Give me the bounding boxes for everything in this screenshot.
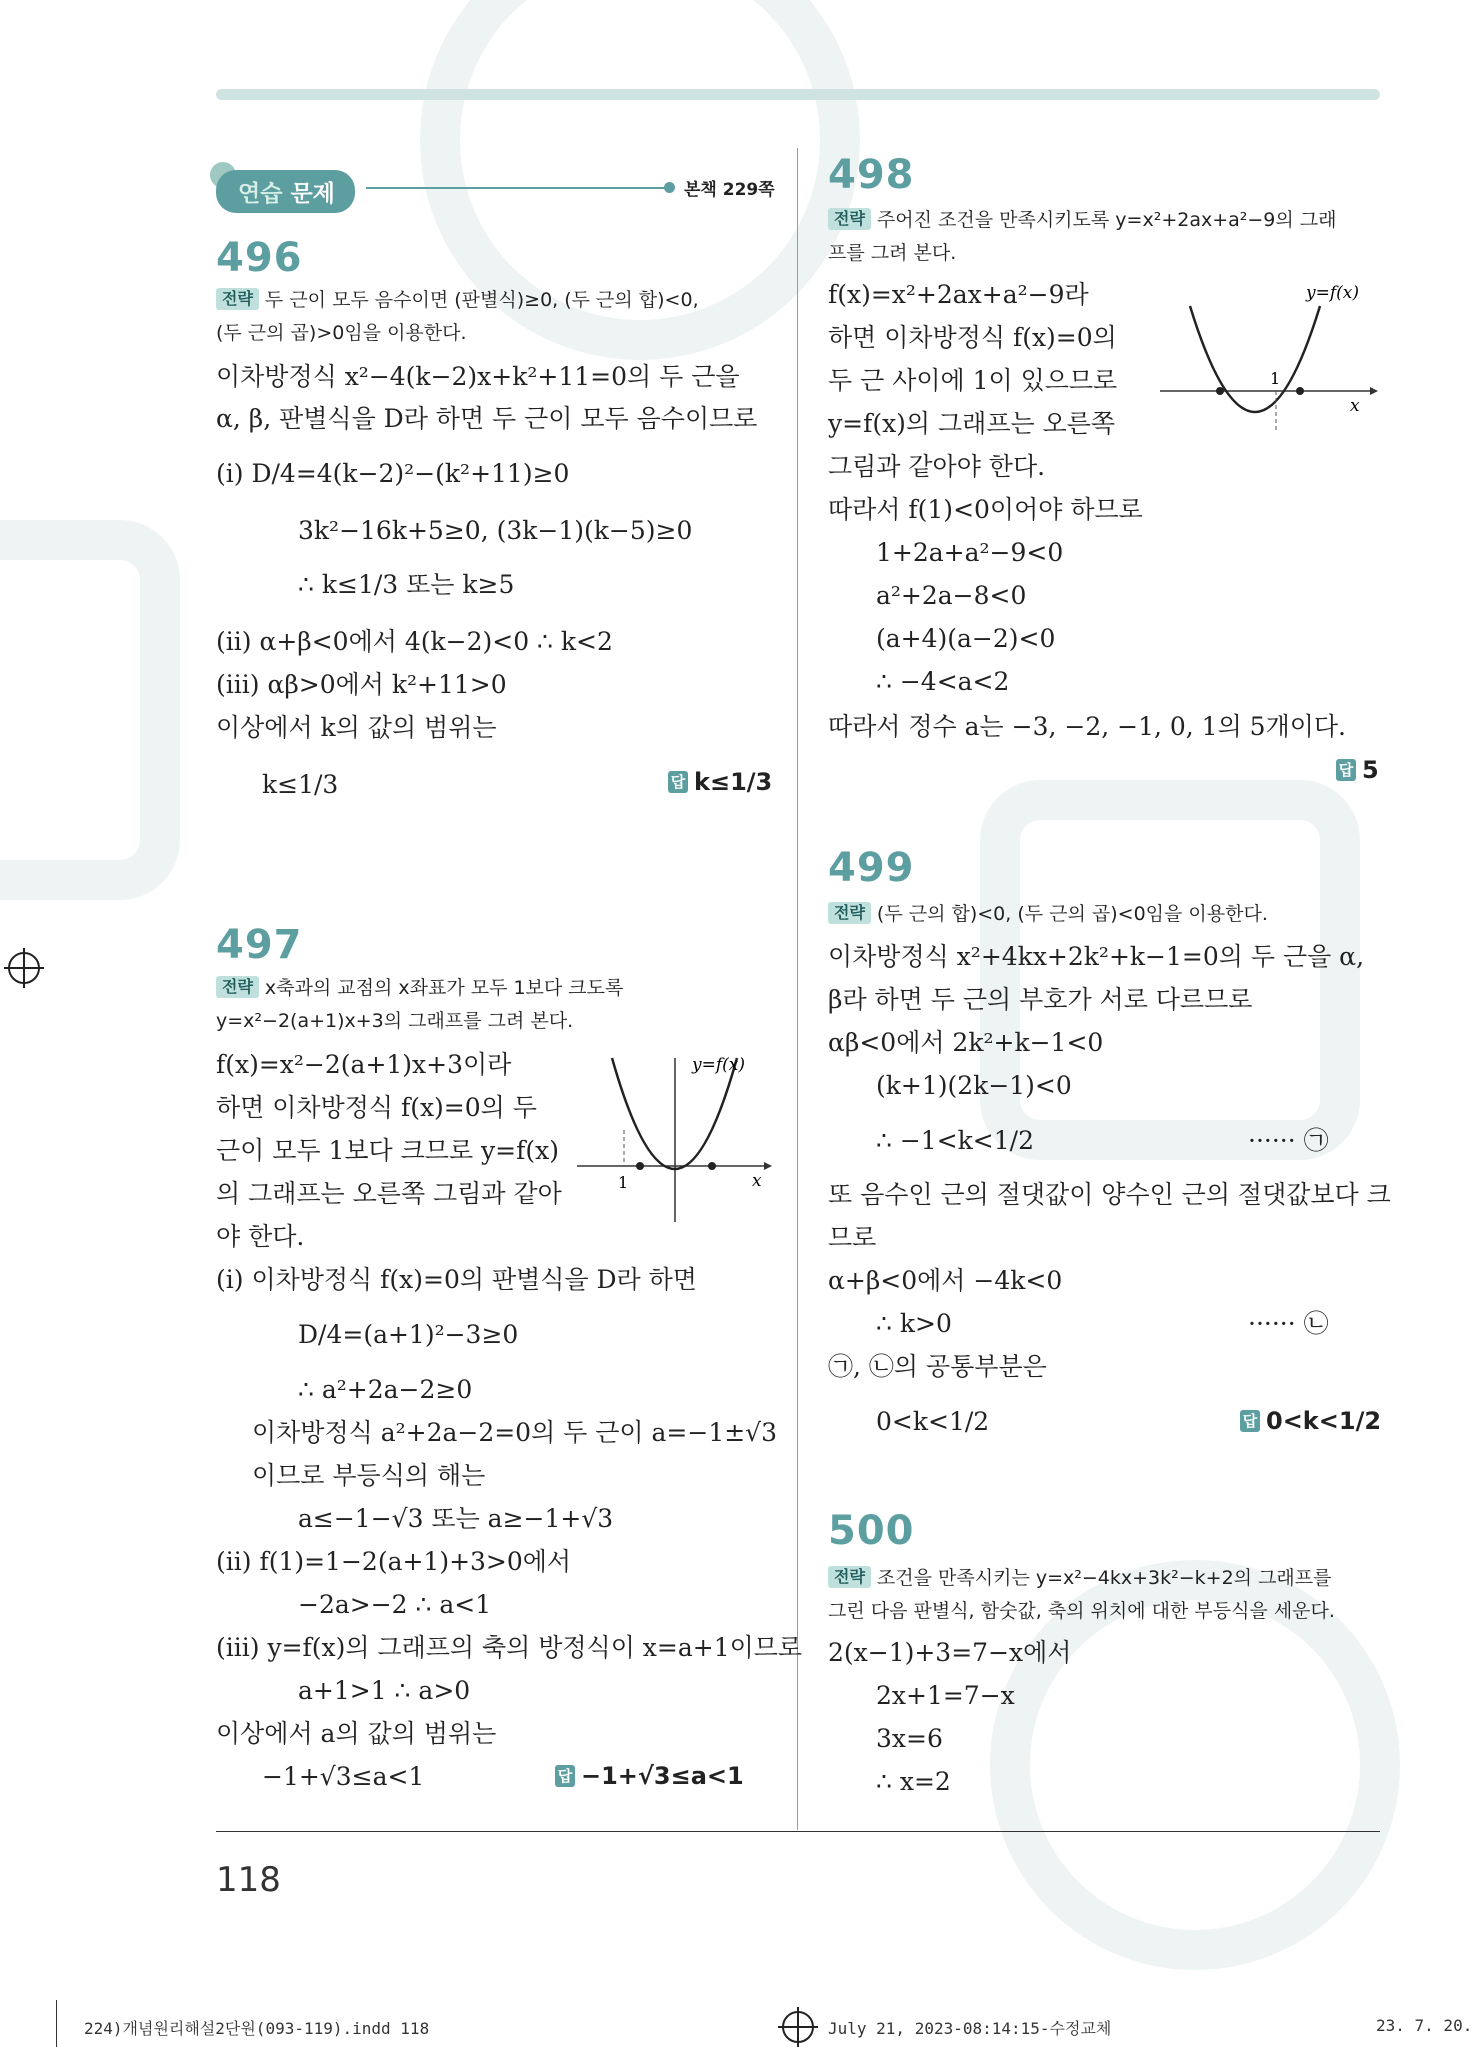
line-497-2: 하면 이차방정식 f(x)=0의 두 (216, 1093, 537, 1122)
problem-number-496: 496 (216, 235, 303, 281)
line-496-7: (iii) αβ>0에서 k²+11>0 (216, 670, 507, 699)
answer-badge: 답 (555, 1765, 575, 1787)
line-499-7: 므로 (828, 1223, 877, 1252)
line-499-4: (k+1)(2k−1)<0 (876, 1071, 1072, 1100)
graph-func-label: y=f(x) (692, 1055, 745, 1075)
problem-number-498: 498 (828, 152, 915, 198)
registration-mark-icon (8, 952, 40, 984)
top-decorative-bar (216, 89, 1380, 100)
line-498-4: y=f(x)의 그래프는 오른쪽 (828, 409, 1116, 438)
hint-500: 전략 조건을 만족시키는 y=x²−4kx+3k²−k+2의 그래프를 그린 다음 판별식, 함숫값, 축의 위치에 대한 부등식을 세운다. (828, 1567, 1335, 1622)
graph-x-label: x (1350, 396, 1360, 416)
section-header (216, 170, 355, 213)
problem-number-499: 499 (828, 845, 915, 891)
line-500-3: 3x=6 (876, 1724, 943, 1753)
root-point (636, 1162, 644, 1170)
x-axis-arrow-icon (764, 1162, 772, 1170)
registration-mark-icon (782, 2011, 814, 2043)
line-498-9: (a+4)(a−2)<0 (876, 624, 1056, 653)
line-497-11: a≤−1−√3 또는 a≥−1+√3 (298, 1504, 614, 1533)
line-497-15: a+1>1 ∴ a>0 (298, 1676, 471, 1705)
line-497-1: f(x)=x²−2(a+1)x+3이라 (216, 1050, 512, 1079)
line-496-5: ∴ k≤1/3 또는 k≥5 (298, 570, 515, 599)
line-498-6: 따라서 f(1)<0이어야 하므로 (828, 495, 1143, 524)
line-496-2: α, β, 판별식을 D라 하면 두 근이 모두 음수이므로 (216, 404, 758, 433)
answer-499: 답 0<k<1/2 (1240, 1407, 1381, 1435)
line-497-16: 이상에서 a의 값의 범위는 (216, 1719, 497, 1748)
line-496-8: 이상에서 k의 값의 범위는 (216, 713, 497, 742)
crop-mark (56, 2000, 57, 2047)
line-499-9: ∴ k>0 (876, 1309, 952, 1338)
line-498-3: 두 근 사이에 1이 있으므로 (828, 366, 1118, 395)
line-498-1: f(x)=x²+2ax+a²−9라 (828, 280, 1089, 309)
answer-badge: 답 (1240, 1410, 1260, 1432)
answer-496: 답 k≤1/3 (668, 768, 772, 796)
graph-497 (572, 1050, 772, 1230)
line-498-5: 그림과 같아야 한다. (828, 452, 1046, 481)
line-497-9: 이차방정식 a²+2a−2=0의 두 근이 a=−1±√3 (252, 1418, 778, 1447)
line-498-2: 하면 이차방정식 f(x)=0의 (828, 323, 1117, 352)
line-498-8: a²+2a−8<0 (876, 581, 1027, 610)
line-496-3: (i) D/4=4(k−2)²−(k²+11)≥0 (216, 459, 570, 488)
line-497-12: (ii) f(1)=1−2(a+1)+3>0에서 (216, 1547, 572, 1576)
graph-tick-label: 1 (618, 1173, 629, 1192)
x-axis-arrow-icon (1370, 387, 1378, 395)
footer-timestamp: July 21, 2023-08:14:15-수정교체 (828, 2019, 1112, 2038)
hint-badge: 전략 (216, 976, 259, 998)
graph-498 (1158, 278, 1388, 438)
graph-func-label: y=f(x) (1306, 283, 1359, 303)
line-496-9: k≤1/3 (262, 770, 339, 799)
line-498-10: ∴ −4<a<2 (876, 667, 1010, 696)
hint-badge: 전략 (828, 1566, 871, 1588)
root-point (708, 1162, 716, 1170)
answer-badge: 답 (1336, 759, 1356, 781)
parabola-curve (1190, 306, 1320, 412)
line-496-6: (ii) α+β<0에서 4(k−2)<0 ∴ k<2 (216, 627, 613, 656)
line-499-8: α+β<0에서 −4k<0 (828, 1266, 1063, 1295)
textbook-reference: 본책 229쪽 (684, 180, 775, 200)
line-497-10: 이므로 부등식의 해는 (252, 1461, 486, 1490)
line-499-6: 또 음수인 근의 절댓값이 양수인 근의 절댓값보다 크 (828, 1180, 1391, 1209)
problem-number-497: 497 (216, 922, 303, 968)
line-499-2: β라 하면 두 근의 부호가 서로 다르므로 (828, 985, 1253, 1014)
graph-x-label: x (752, 1171, 762, 1191)
mark-499-1: ······ ㉠ (1248, 1126, 1329, 1155)
watermark-shape (0, 520, 180, 900)
line-496-4: 3k²−16k+5≥0, (3k−1)(k−5)≥0 (298, 516, 693, 545)
graph-tick-label: 1 (1270, 369, 1281, 388)
line-499-3: αβ<0에서 2k²+k−1<0 (828, 1028, 1104, 1057)
footer-file: 224)개념원리해설2단원(093-119).indd 118 (84, 2019, 430, 2038)
line-497-8: ∴ a²+2a−2≥0 (298, 1375, 473, 1404)
line-500-1: 2(x−1)+3=7−x에서 (828, 1638, 1072, 1667)
column-divider (797, 148, 798, 1830)
answer-badge: 답 (668, 771, 688, 793)
hint-badge: 전략 (216, 288, 259, 310)
line-497-13: −2a>−2 ∴ a<1 (298, 1590, 492, 1619)
line-498-11: 따라서 정수 a는 −3, −2, −1, 0, 1의 5개이다. (828, 712, 1346, 741)
footer-date: 23. 7. 20. (1376, 2016, 1473, 2035)
line-497-4: 의 그래프는 오른쪽 그림과 같아 (216, 1179, 562, 1208)
mark-499-2: ······ ㉡ (1248, 1309, 1329, 1338)
line-497-5: 야 한다. (216, 1222, 305, 1251)
line-500-2: 2x+1=7−x (876, 1681, 1015, 1710)
root-point (1296, 387, 1304, 395)
line-499-11: 0<k<1/2 (876, 1407, 990, 1436)
page-number: 118 (216, 1860, 281, 1900)
answer-498: 답 5 (1336, 756, 1379, 784)
line-497-17: −1+√3≤a<1 (262, 1762, 425, 1791)
line-496-1: 이차방정식 x²−4(k−2)x+k²+11=0의 두 근을 (216, 362, 740, 391)
answer-497: 답 −1+√3≤a<1 (555, 1762, 744, 1790)
dot-icon (664, 182, 675, 193)
line-497-3: 근이 모두 1보다 크므로 y=f(x) (216, 1136, 559, 1165)
line-497-14: (iii) y=f(x)의 그래프의 축의 방정식이 x=a+1이므로 (216, 1633, 803, 1662)
line-500-4: ∴ x=2 (876, 1767, 951, 1796)
hint-496: 전략 두 근이 모두 음수이면 (판별식)≥0, (두 근의 합)<0, (두 근의 곱)>0임을 이용한다. (216, 289, 699, 344)
line-498-7: 1+2a+a²−9<0 (876, 538, 1064, 567)
section-pill: 연습 문제 (216, 170, 355, 213)
hint-499: 전략 (두 근의 합)<0, (두 근의 곱)<0임을 이용한다. (828, 898, 1388, 931)
root-point (1216, 387, 1224, 395)
section-header-line (366, 187, 666, 189)
line-497-6: (i) 이차방정식 f(x)=0의 판별식을 D라 하면 (216, 1265, 697, 1294)
bottom-rule (216, 1831, 1380, 1832)
problem-number-500: 500 (828, 1508, 915, 1554)
line-499-5: ∴ −1<k<1/2 (876, 1126, 1034, 1155)
hint-498: 전략 주어진 조건을 만족시키도록 y=x²+2ax+a²−9의 그래 프를 그려 본다. (828, 209, 1337, 264)
line-499-1: 이차방정식 x²+4kx+2k²+k−1=0의 두 근을 α, (828, 942, 1365, 971)
line-499-10: ㉠, ㉡의 공통부분은 (828, 1352, 1047, 1381)
line-497-7: D/4=(a+1)²−3≥0 (298, 1320, 519, 1349)
hint-badge: 전략 (828, 902, 871, 924)
hint-badge: 전략 (828, 208, 871, 230)
hint-497: 전략 x축과의 교점의 x좌표가 모두 1보다 크도록 y=x²−2(a+1)x+3의 그래프를 그려 본다. (216, 977, 624, 1032)
